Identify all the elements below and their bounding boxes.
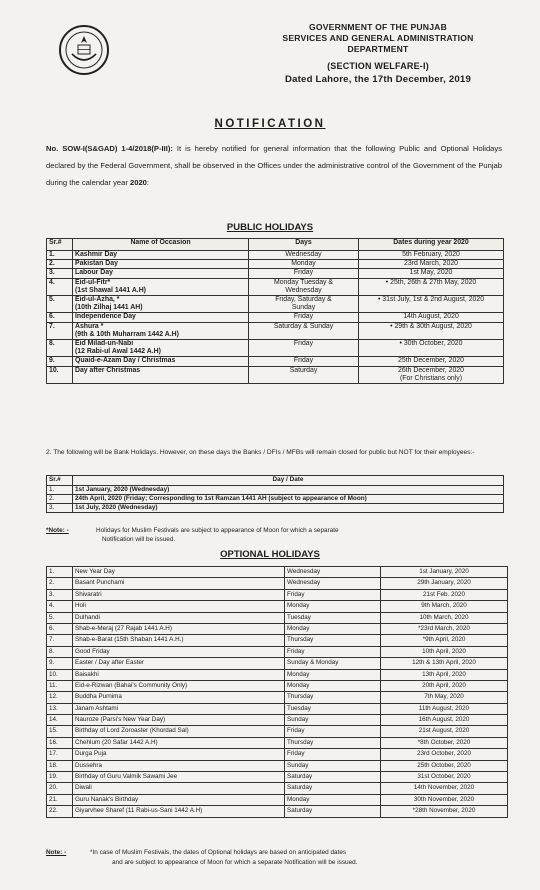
optional-days: Sunday (285, 715, 381, 726)
optional-name: Dussehra (73, 760, 285, 771)
holiday-days: Saturday (249, 366, 359, 383)
optional-dates: 21st Feb. 2020 (381, 589, 508, 600)
optional-holiday-row (47, 578, 508, 589)
optional-name: Chehlum (20 Safar 1442 A.H) (73, 737, 285, 748)
holiday-name: Ashura * (9th & 10th Muharram 1442 A.H) (73, 322, 249, 339)
holiday-days: Saturday & Sunday (249, 322, 359, 339)
moon-note (46, 526, 504, 544)
optional-days: Saturday (285, 806, 381, 817)
optional-dates: *8th October, 2020 (381, 737, 508, 748)
optional-sr: 6. (47, 623, 73, 634)
holiday-days: Wednesday (249, 251, 359, 260)
optional-dates: 23rd October, 2020 (381, 749, 508, 760)
public-holiday-row (47, 340, 504, 357)
note2-line1: *In case of Muslim Festivals, the dates of Optional holidays are based on anticipated dates (90, 849, 347, 856)
holiday-days: Friday, Saturday & Sunday (249, 296, 359, 313)
optional-name: Easter / Day after Easter (73, 658, 285, 669)
header-line2: SERVICES AND GENERAL ADMINISTRATION (282, 33, 474, 43)
optional-dates: 12th & 13th April, 2020 (381, 658, 508, 669)
holiday-sr: 3. (47, 269, 73, 278)
bank-holiday-row (47, 495, 504, 504)
holiday-dates: 23rd March, 2020 (359, 260, 504, 269)
holiday-sr: 7. (47, 322, 73, 339)
optional-days: Friday (285, 749, 381, 760)
dated-line: Dated Lahore, the 17th December, 2019 (284, 74, 472, 85)
holiday-dates: • 29th & 30th August, 2020 (359, 322, 504, 339)
holiday-name: Quaid-e-Azam Day / Christmas (73, 357, 249, 366)
optional-dates: *9th April, 2020 (381, 635, 508, 646)
holiday-name: Eid Milad-un-Nabi (12 Rabi-ul Awal 1442 A.H) (73, 340, 249, 357)
holiday-dates: • 25th, 26th & 27th May, 2020 (359, 278, 504, 295)
public-holiday-row (47, 260, 504, 269)
optional-holiday-row (47, 601, 508, 612)
holiday-sr: 4. (47, 278, 73, 295)
optional-days: Friday (285, 646, 381, 657)
optional-days: Friday (285, 589, 381, 600)
optional-sr: 1. (47, 567, 73, 578)
optional-sr: 15. (47, 726, 73, 737)
public-holidays-title: PUBLIC HOLIDAYS (226, 222, 314, 233)
optional-sr: 19. (47, 772, 73, 783)
header-line3: DEPARTMENT (347, 44, 409, 54)
optional-sr: 2. (47, 578, 73, 589)
optional-holiday-row (47, 612, 508, 623)
optional-name: Nauroze (Parsi's New Year Day) (73, 715, 285, 726)
optional-holiday-row (47, 806, 508, 817)
bank-holiday-date: 24th April, 2020 (Friday; Corresponding to 1st Ramzan 1441 AH (subject to appearance of Moon) (73, 495, 504, 504)
holiday-days: Friday (249, 340, 359, 357)
bank-col-header-sr: Sr.# (47, 476, 73, 486)
optional-dates: 30th November, 2020 (381, 794, 508, 805)
optional-days: Monday (285, 680, 381, 691)
note2-label: Note: - (46, 849, 67, 856)
holiday-sr: 5. (47, 296, 73, 313)
intro-paragraph (46, 140, 502, 191)
optional-holiday-row (47, 783, 508, 794)
optional-dates: 10th April, 2020 (381, 646, 508, 657)
optional-sr: 20. (47, 783, 73, 794)
optional-dates: 25th October, 2020 (381, 760, 508, 771)
bank-holidays-paragraph: 2. The following will be Bank Holidays. However, on these days the Banks / DFIs / MFBs will remain closed for public but NOT for their employees:- (46, 449, 475, 456)
public-holidays-table (46, 238, 504, 384)
holiday-name: Eid-ul-Azha, * (10th Zilhaj 1441 AH) (73, 296, 249, 313)
optional-name: Janam Ashtami (73, 703, 285, 714)
optional-dates: 11th August, 2020 (381, 703, 508, 714)
holiday-days: Friday (249, 357, 359, 366)
holiday-name: Eid-ul-Fitr* (1st Shawal 1441 A.H) (73, 278, 249, 295)
optional-sr: 21. (47, 794, 73, 805)
intro-year: 2020 (130, 178, 147, 187)
optional-dates: 29th January, 2020 (381, 578, 508, 589)
holiday-dates: 5th February, 2020 (359, 251, 504, 260)
holiday-dates: 1st May, 2020 (359, 269, 504, 278)
holiday-name: Independence Day (73, 313, 249, 322)
optional-sr: 13. (47, 703, 73, 714)
holiday-name: Kashmir Day (73, 251, 249, 260)
holiday-dates: 26th December, 2020 (For Christians only) (359, 366, 504, 383)
optional-days: Thursday (285, 692, 381, 703)
optional-holiday-row (47, 703, 508, 714)
optional-days: Saturday (285, 783, 381, 794)
holiday-days: Friday (249, 313, 359, 322)
note-label: *Note: - (46, 527, 69, 534)
holiday-sr: 2. (47, 260, 73, 269)
optional-holidays-table (46, 566, 508, 818)
optional-holiday-row (47, 567, 508, 578)
optional-note (46, 848, 508, 868)
optional-name: New Year Day (73, 567, 285, 578)
optional-sr: 9. (47, 658, 73, 669)
bank-holidays-table (46, 475, 504, 513)
optional-name: Shivaratri (73, 589, 285, 600)
bank-holidays-header-row (47, 476, 504, 486)
note-line2: Notification will be issued. (102, 536, 176, 543)
optional-name: Dulhandi (73, 612, 285, 623)
optional-name: Giyarvhee Sharef (11 Rabi-us-Sani 1442 A.H) (73, 806, 285, 817)
letterhead (248, 22, 508, 85)
public-holiday-row (47, 357, 504, 366)
optional-holiday-row (47, 623, 508, 634)
optional-days: Tuesday (285, 703, 381, 714)
holiday-days: Monday (249, 260, 359, 269)
col-header-dates: Dates during year 2020 (359, 239, 504, 251)
holiday-sr: 8. (47, 340, 73, 357)
optional-dates: *28th November, 2020 (381, 806, 508, 817)
optional-days: Monday (285, 794, 381, 805)
optional-holiday-row (47, 749, 508, 760)
bank-holiday-row (47, 504, 504, 513)
holiday-dates: 14th August, 2020 (359, 313, 504, 322)
optional-name: Shab-e-Meraj (27 Rajab 1441 A.H) (73, 623, 285, 634)
optional-sr: 12. (47, 692, 73, 703)
government-seal-logo (58, 24, 110, 76)
section-label: (SECTION WELFARE-I) (327, 61, 429, 71)
holiday-sr: 1. (47, 251, 73, 260)
optional-days: Friday (285, 726, 381, 737)
holiday-days: Monday Tuesday & Wednesday (249, 278, 359, 295)
optional-holiday-row (47, 737, 508, 748)
holiday-dates: • 31st July, 1st & 2nd August, 2020 (359, 296, 504, 313)
optional-dates: 21st August, 2020 (381, 726, 508, 737)
optional-holiday-row (47, 635, 508, 646)
optional-dates: 10th March, 2020 (381, 612, 508, 623)
col-header-sr: Sr.# (47, 239, 73, 251)
public-holiday-row (47, 296, 504, 313)
optional-sr: 16. (47, 737, 73, 748)
optional-name: Buddha Purnima (73, 692, 285, 703)
optional-holiday-row (47, 772, 508, 783)
holiday-days: Friday (249, 269, 359, 278)
holiday-sr: 10. (47, 366, 73, 383)
optional-dates: 14th November, 2020 (381, 783, 508, 794)
bank-col-header-date: Day / Date (73, 476, 504, 486)
holiday-name: Pakistan Day (73, 260, 249, 269)
bank-holiday-date: 1st January, 2020 (Wednesday) (73, 486, 504, 495)
optional-holidays-title: OPTIONAL HOLIDAYS (220, 549, 320, 560)
optional-sr: 3. (47, 589, 73, 600)
bank-holiday-sr: 3. (47, 504, 73, 513)
optional-sr: 18. (47, 760, 73, 771)
holiday-name: Labour Day (73, 269, 249, 278)
reference-number: No. SOW-I(S&GAD) 1-4/2018(P-III): (46, 144, 173, 153)
note-line1: Holidays for Muslim Festivals are subject to appearance of Moon for which a separate (96, 527, 339, 534)
optional-dates: 9th March, 2020 (381, 601, 508, 612)
optional-sr: 11. (47, 680, 73, 691)
optional-sr: 8. (47, 646, 73, 657)
optional-name: Holi (73, 601, 285, 612)
optional-days: Thursday (285, 737, 381, 748)
optional-name: Shab-e-Barat (15th Shaban 1441 A.H.) (73, 635, 285, 646)
bank-holiday-sr: 1. (47, 486, 73, 495)
optional-holiday-row (47, 760, 508, 771)
public-holiday-row (47, 278, 504, 295)
optional-days: Monday (285, 669, 381, 680)
optional-holiday-row (47, 646, 508, 657)
optional-holiday-row (47, 669, 508, 680)
col-header-occasion: Name of Occasion (73, 239, 249, 251)
optional-name: Eid-e-Rizwan (Bahai's Community Only) (73, 680, 285, 691)
optional-sr: 5. (47, 612, 73, 623)
optional-dates: *23rd March, 2020 (381, 623, 508, 634)
optional-holiday-row (47, 680, 508, 691)
bank-holiday-sr: 2. (47, 495, 73, 504)
optional-sr: 10. (47, 669, 73, 680)
public-holidays-header-row (47, 239, 504, 251)
optional-name: Diwali (73, 783, 285, 794)
optional-days: Sunday (285, 760, 381, 771)
optional-sr: 4. (47, 601, 73, 612)
optional-dates: 20th April, 2020 (381, 680, 508, 691)
bank-holiday-row (47, 486, 504, 495)
optional-holiday-row (47, 658, 508, 669)
optional-days: Monday (285, 623, 381, 634)
optional-sr: 22. (47, 806, 73, 817)
optional-holiday-row (47, 794, 508, 805)
optional-sr: 17. (47, 749, 73, 760)
holiday-sr: 9. (47, 357, 73, 366)
optional-days: Thursday (285, 635, 381, 646)
intro-text-b: : (146, 178, 150, 187)
optional-name: Basant Punchami (73, 578, 285, 589)
optional-holiday-row (47, 589, 508, 600)
holiday-dates: 25th December, 2020 (359, 357, 504, 366)
header-line1: GOVERNMENT OF THE PUNJAB (308, 22, 447, 32)
intro-text-a: It is hereby notified for general information that the following Public and Optional Holidays declared by the Federal Government, shall be observed in the Offices under the administrative control of the Government of the Punjab during the calendar year (46, 144, 503, 187)
optional-holiday-row (47, 715, 508, 726)
notification-title: NOTIFICATION (214, 118, 326, 130)
optional-dates: 13th April, 2020 (381, 669, 508, 680)
optional-days: Tuesday (285, 612, 381, 623)
holiday-dates: • 30th October, 2020 (359, 340, 504, 357)
optional-sr: 14. (47, 715, 73, 726)
optional-dates: 31st October, 2020 (381, 772, 508, 783)
optional-name: Birthday of Lord Zoroaster (Khordad Sal) (73, 726, 285, 737)
optional-holiday-row (47, 726, 508, 737)
optional-name: Baisakhi (73, 669, 285, 680)
optional-dates: 16th August, 2020 (381, 715, 508, 726)
optional-dates: 1st January, 2020 (381, 567, 508, 578)
public-holiday-row (47, 251, 504, 260)
optional-name: Durga Puja (73, 749, 285, 760)
holiday-name: Day after Christmas (73, 366, 249, 383)
bank-holiday-date: 1st July, 2020 (Wednesday) (73, 504, 504, 513)
note2-line2: and are subject to appearance of Moon for which a separate Notification will be issued. (112, 859, 358, 866)
optional-name: Birthday of Guru Valmik Sawami Jee (73, 772, 285, 783)
public-holiday-row (47, 366, 504, 383)
public-holiday-row (47, 313, 504, 322)
optional-sr: 7. (47, 635, 73, 646)
optional-days: Saturday (285, 772, 381, 783)
optional-name: Good Friday (73, 646, 285, 657)
optional-holiday-row (47, 692, 508, 703)
optional-days: Wednesday (285, 567, 381, 578)
optional-days: Monday (285, 601, 381, 612)
optional-days: Wednesday (285, 578, 381, 589)
optional-dates: 7th May, 2020 (381, 692, 508, 703)
public-holiday-row (47, 269, 504, 278)
public-holiday-row (47, 322, 504, 339)
optional-name: Guru Nanak's Birthday (73, 794, 285, 805)
holiday-sr: 6. (47, 313, 73, 322)
optional-days: Sunday & Monday (285, 658, 381, 669)
col-header-days: Days (249, 239, 359, 251)
